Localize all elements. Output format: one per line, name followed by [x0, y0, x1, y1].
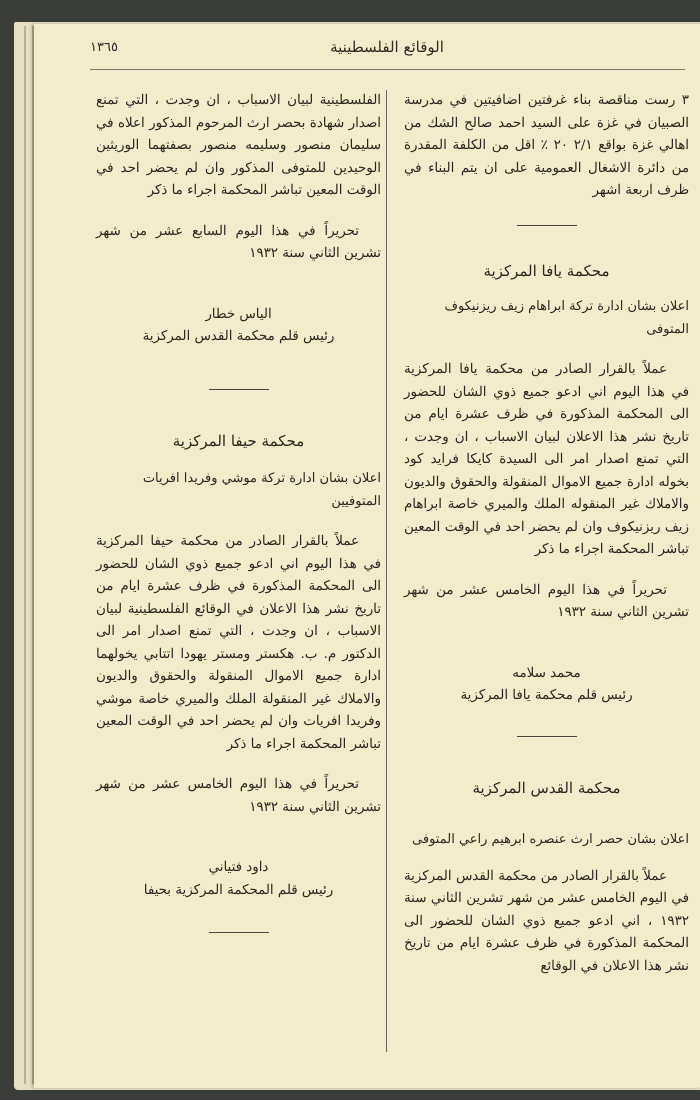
- notice-date-jerusalem: تحريراً في هذا اليوم السابع عشر من شهر تشرين الثاني سنة ١٩٣٢: [96, 223, 381, 261]
- column-divider: [386, 90, 387, 1052]
- page-edge: [24, 26, 26, 1084]
- tender-item-3: ٣ رست مناقصة بناء غرفتين اضافيتين في مدرسة الصبيان في غزة على السيد احمد صالح الشك من اهالي غزة بواقع ٢/١ ٢٠ ٪ اقل من الكلفة المقدرة من دائرة الاشغال العمومية على ان يتم البناء في ظرف اربعة اشهر: [404, 93, 690, 198]
- page-header: [82, 24, 692, 84]
- notice-body-haifa: عملاً بالقرار الصادر من محكمة حيفا المركزية في هذا اليوم اني ادعو جميع ذوي الشان للحضور الى المحكمة المذكورة في ظرف عشرة ايام من تاريخ نشر هذا الاعلان في الوقائع الفلسطينية لبيان الاسباب ، ان وجدت ، التي تمنع اصدار امر الى الدكتور م. ب. هكستر ومستر يهودا اتتابي يخولهما ادارة جميع الاموال المنقولة والحقوق والديون والاملاك غير المنقولة الملك والميري خاصة موشي وفريدا افريات وان لم يحضر احد في الوقت المعين تباشر المحكمة اجراء ما ذكر: [96, 534, 381, 752]
- notice-date-jaffa: تحريراً في هذا اليوم الخامس عشر من شهر تشرين الثاني سنة ١٩٣٢: [404, 582, 689, 620]
- gazette-page: [34, 24, 700, 1088]
- notice-body-jerusalem: عملاً بالقرار الصادر من محكمة القدس المركزية في اليوم الخامس عشر من شهر تشرين الثاني سنة ١٩٣٢ ، اني ادعو جميع ذوي الشان للحضور الى المحكمة المذكورة في ظرف عشرة ايام من تاريخ نشر هذا الاعلان في الوقائع: [404, 868, 689, 974]
- left-column: [96, 90, 381, 933]
- court-title-jerusalem: محكمة القدس المركزية: [472, 778, 621, 797]
- court-title-haifa: محكمة حيفا المركزية: [172, 431, 305, 450]
- section-separator: [209, 932, 269, 933]
- notice-title-jerusalem: اعلان بشان حصر ارث عنصره ابرهيم راعي المتوفى: [412, 832, 689, 847]
- signatory-name-jerusalem: الياس خطار: [205, 306, 272, 322]
- notice-date-haifa: تحريراً في هذا اليوم الخامس عشر من شهر تشرين الثاني سنة ١٩٣٢: [96, 777, 381, 815]
- notice-title-jaffa: اعلان بشان ادارة تركة ابراهام زيف ريزنيكوف المتوفى: [444, 299, 689, 337]
- signatory-name-jaffa: محمد سلامه: [512, 665, 581, 681]
- notice-body-jerusalem-continued: الفلسطينية لبيان الاسباب ، ان وجدت ، التي تمنع اصدار شهادة بحصر ارث المرحوم المذكور اعلاه في سليمان منصور وسليمه منصور بصفتهما الوريثين الوحيدين للمتوفى المذكور وان لم يحضر احد في الوقت المعين تباشر المحكمة اجراء ما ذكر: [96, 93, 381, 198]
- header-rule: [90, 69, 685, 70]
- page-number: ١٣٦٥: [90, 40, 118, 55]
- right-column: [404, 90, 689, 978]
- signatory-role-haifa: رئيس قلم المحكمة المركزية بحيفا: [143, 882, 334, 898]
- notice-title-haifa: اعلان بشان ادارة تركة موشي وفريدا افريات المتوفيين: [142, 471, 381, 509]
- running-title: الوقائع الفلسطينية: [330, 38, 444, 56]
- court-title-jaffa: محكمة يافا المركزية: [483, 261, 610, 280]
- signatory-role-jerusalem: رئيس قلم محكمة القدس المركزية: [142, 329, 335, 344]
- notice-body-jaffa: عملاً بالقرار الصادر من محكمة يافا المركزية في هذا اليوم اني ادعو جميع ذوي الشان للحضور الى المحكمة المذكورة في ظرف عشرة ايام من تاريخ نشر هذا الاعلان لبيان الاسباب ، ان وجدت ، التي تمنع اصدار امر الى السيدة كايكا فرايد كود بخوله ادارة جميع الاموال المنقولة والحقوق والديون والاملاك غير المنقوله الملك والميري خاصة ابراهام زيف ريزنيكوف وان لم يحضر احد في الوقت المعين تباشر المحكمة اجراء ما ذكر: [404, 362, 689, 557]
- signatory-name-haifa: داود فتياني: [208, 860, 269, 875]
- signatory-role-jaffa: رئيس قلم محكمة يافا المركزية: [460, 688, 633, 703]
